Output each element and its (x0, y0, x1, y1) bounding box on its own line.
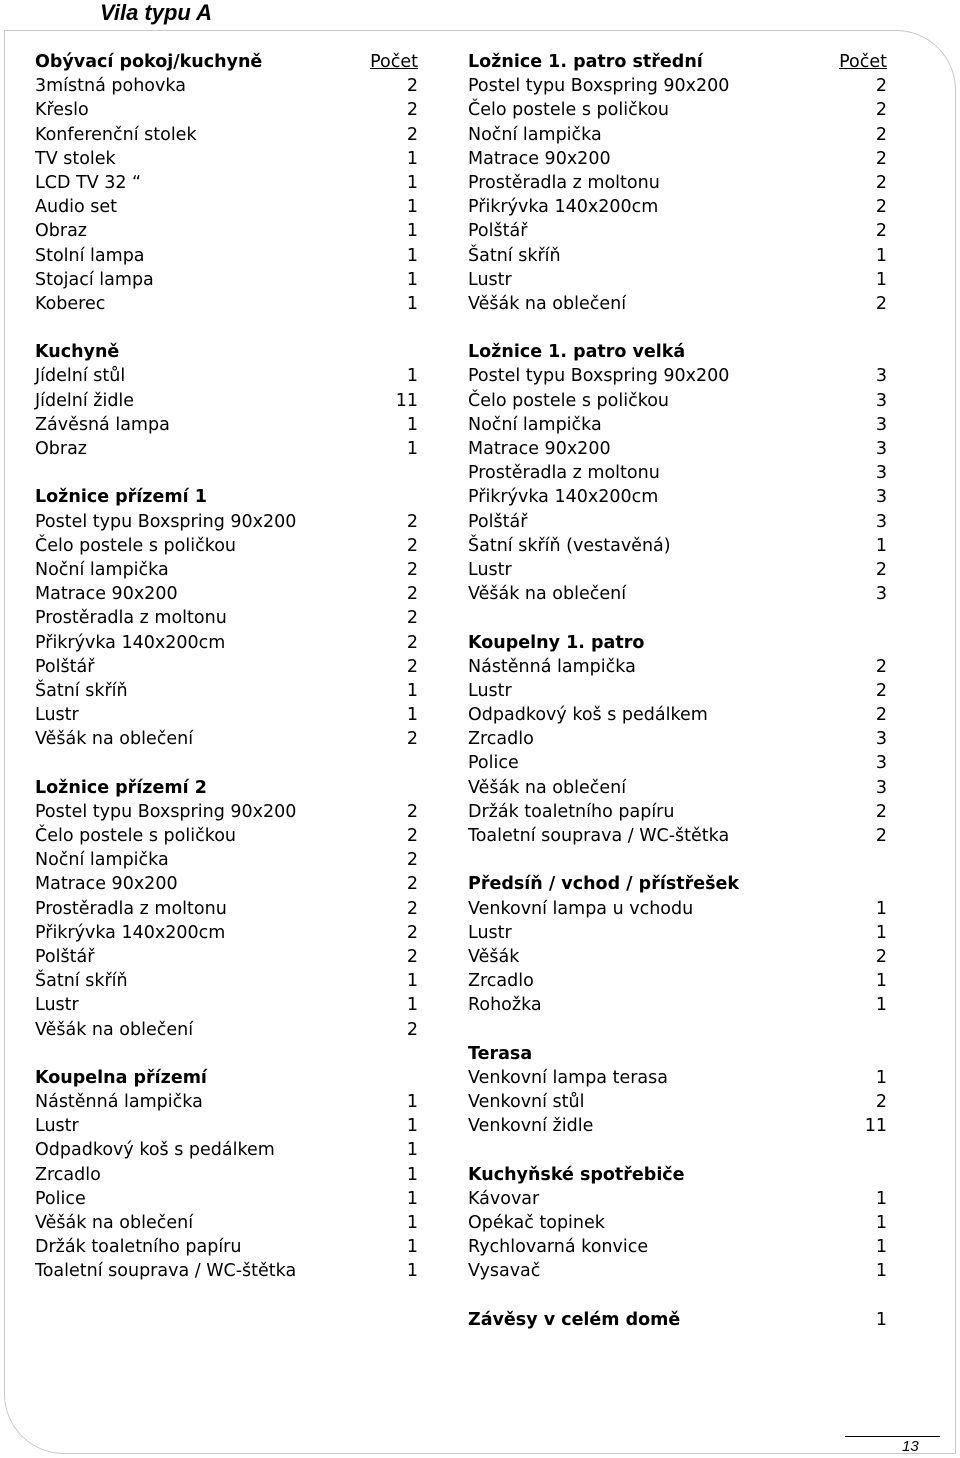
item-quantity: 1 (406, 995, 418, 1016)
item-quantity: 2 (875, 172, 887, 193)
item-name: Venkovní lampa terasa (468, 1067, 668, 1088)
item-name: Vysavač (468, 1261, 541, 1282)
section-spacer (35, 316, 418, 340)
inventory-row (468, 171, 887, 195)
item-quantity: 1 (875, 269, 887, 290)
inventory-row (35, 413, 418, 437)
item-name: Nástěnná lampička (468, 656, 636, 677)
item-quantity: 2 (406, 535, 418, 556)
item-quantity: 1 (406, 1213, 418, 1233)
item-name: Lustr (35, 705, 79, 726)
inventory-row (35, 727, 418, 751)
item-quantity: 3 (875, 439, 887, 459)
inventory-row (35, 98, 418, 122)
item-name: Čelo postele s poličkou (35, 535, 237, 556)
section-spacer (468, 316, 887, 340)
item-name: Noční lampička (468, 124, 602, 145)
item-name: Šatní skříň (vestavěná) (468, 535, 671, 556)
column-header-row (468, 50, 887, 74)
inventory-row (35, 872, 418, 896)
item-quantity: 2 (875, 1092, 887, 1113)
section-title: Kuchyně (35, 342, 120, 363)
inventory-row (468, 461, 887, 485)
inventory-row (468, 98, 887, 122)
inventory-row (468, 195, 887, 219)
inventory-row (35, 74, 418, 98)
inventory-column-left (35, 50, 418, 1284)
item-name: Matrace 90x200 (468, 148, 611, 169)
item-name: Prostěradla z moltonu (468, 463, 660, 484)
inventory-row (468, 147, 887, 171)
section-spacer (468, 1284, 887, 1308)
inventory-row (468, 123, 887, 147)
item-name: Prostěradla z moltonu (468, 172, 660, 193)
section-spacer (468, 1018, 887, 1042)
item-name: Lustr (35, 1116, 79, 1137)
section-title: Koupelny 1. patro (468, 632, 645, 653)
inventory-row (468, 510, 887, 534)
section-heading-row (468, 340, 887, 364)
section-heading-row (468, 631, 887, 655)
item-quantity: 3 (875, 463, 887, 484)
item-name: Věšák na oblečení (468, 777, 627, 798)
item-quantity: 2 (406, 898, 418, 919)
inventory-row (35, 534, 418, 558)
item-quantity: 11 (395, 390, 418, 411)
item-quantity: 1 (406, 439, 418, 459)
item-quantity: 2 (875, 100, 887, 121)
section-spacer (468, 1138, 887, 1162)
item-quantity: 2 (875, 826, 887, 846)
inventory-row (468, 389, 887, 413)
item-quantity: 11 (864, 1116, 887, 1137)
inventory-row (35, 558, 418, 582)
inventory-row (35, 1163, 418, 1187)
item-quantity: 3 (875, 366, 887, 387)
item-quantity: 3 (875, 777, 887, 798)
item-name: Prostěradla z moltonu (35, 898, 227, 919)
inventory-row (468, 437, 887, 461)
item-quantity: 2 (875, 124, 887, 145)
inventory-row (468, 655, 887, 679)
inventory-row (468, 292, 887, 316)
item-name: Polštář (468, 221, 528, 242)
inventory-row (35, 631, 418, 655)
item-quantity: 2 (875, 293, 887, 314)
inventory-row (35, 123, 418, 147)
item-quantity: 1 (406, 414, 418, 435)
item-quantity: 2 (406, 922, 418, 943)
item-quantity: 2 (406, 946, 418, 967)
item-name: Křeslo (35, 100, 89, 121)
item-name: Šatní skříň (468, 245, 561, 266)
item-name: Věšák (468, 946, 520, 967)
inventory-row (35, 921, 418, 945)
inventory-row (468, 824, 887, 848)
inventory-row (468, 1211, 887, 1235)
item-name: Kávovar (468, 1188, 540, 1209)
item-name: Lustr (35, 995, 79, 1016)
item-quantity: 3 (875, 511, 887, 532)
section-title: Ložnice přízemí 2 (35, 777, 207, 798)
inventory-row (35, 195, 418, 219)
inventory-row (468, 776, 887, 800)
inventory-row (35, 510, 418, 534)
item-quantity: 1 (875, 1213, 887, 1233)
inventory-row (468, 921, 887, 945)
inventory-row (468, 679, 887, 703)
item-quantity: 1 (875, 995, 887, 1016)
item-name: Stojací lampa (35, 269, 154, 290)
inventory-row (468, 800, 887, 824)
section-heading-row (35, 485, 418, 509)
section-title: Ložnice přízemí 1 (35, 487, 207, 508)
item-name: Venkovní stůl (468, 1092, 585, 1113)
inventory-row (468, 1259, 887, 1283)
column-header-row (35, 50, 418, 74)
section-title: Předsíň / vchod / přístřešek (468, 874, 740, 895)
item-name: Věšák na oblečení (35, 1019, 194, 1040)
inventory-row (468, 413, 887, 437)
inventory-row (35, 147, 418, 171)
item-quantity: 2 (406, 656, 418, 677)
item-name: Noční lampička (35, 559, 169, 580)
item-name: Obraz (35, 221, 87, 242)
item-quantity: 1 (406, 1092, 418, 1113)
inventory-row (468, 1187, 887, 1211)
footer-rule (845, 1436, 940, 1437)
inventory-row (35, 1259, 418, 1283)
item-quantity: 2 (875, 656, 887, 677)
item-quantity: 1 (875, 1309, 887, 1330)
item-name: Audio set (35, 197, 118, 218)
item-name: Noční lampička (35, 850, 169, 871)
item-quantity: 1 (875, 898, 887, 919)
inventory-row (35, 606, 418, 630)
item-name: Stolní lampa (35, 245, 145, 266)
section-spacer (468, 606, 887, 630)
item-quantity: 1 (875, 535, 887, 556)
item-name: Matrace 90x200 (35, 584, 178, 605)
item-quantity: 1 (875, 245, 887, 266)
inventory-row (35, 897, 418, 921)
item-name: Věšák na oblečení (468, 293, 627, 314)
inventory-row (35, 389, 418, 413)
section-title: Terasa (468, 1043, 533, 1064)
item-quantity: 2 (406, 874, 418, 895)
item-name: Čelo postele s poličkou (35, 826, 237, 846)
item-name: Nástěnná lampička (35, 1092, 203, 1113)
item-name: Věšák na oblečení (35, 729, 194, 750)
inventory-row (35, 848, 418, 872)
item-name: Čelo postele s poličkou (468, 100, 670, 121)
inventory-row (468, 1066, 887, 1090)
inventory-row (468, 969, 887, 993)
inventory-row (468, 219, 887, 243)
item-quantity: 2 (406, 559, 418, 580)
item-quantity: 1 (406, 1116, 418, 1137)
item-name: Přikrývka 140x200cm (35, 922, 226, 943)
item-name: Čelo postele s poličkou (468, 390, 670, 411)
item-quantity: 2 (875, 946, 887, 967)
item-quantity: 2 (875, 197, 887, 218)
section-spacer (468, 848, 887, 872)
section-title: Koupelna přízemí (35, 1067, 207, 1088)
item-quantity: 3 (875, 487, 887, 508)
item-quantity: 2 (406, 608, 418, 629)
inventory-row (35, 244, 418, 268)
section-spacer (35, 1042, 418, 1066)
item-name: Věšák na oblečení (468, 584, 627, 605)
item-quantity: 3 (875, 584, 887, 605)
item-name: Jídelní židle (35, 390, 135, 411)
inventory-row (468, 897, 887, 921)
inventory-row (35, 969, 418, 993)
item-name: Zrcadlo (468, 729, 534, 750)
item-name: Konferenční stolek (35, 124, 197, 145)
inventory-row (35, 679, 418, 703)
inventory-row (35, 437, 418, 461)
inventory-row (35, 824, 418, 848)
inventory-row (468, 582, 887, 606)
inventory-row (35, 1235, 418, 1259)
inventory-row (35, 1018, 418, 1042)
item-name: Lustr (468, 680, 512, 701)
item-quantity: 1 (406, 269, 418, 290)
item-name: Zrcadlo (468, 971, 534, 992)
item-name: Přikrývka 140x200cm (468, 197, 659, 218)
inventory-row (468, 1114, 887, 1138)
item-quantity: 3 (875, 753, 887, 774)
item-quantity: 1 (875, 1237, 887, 1258)
section-heading-row (468, 1163, 887, 1187)
item-name: Obraz (35, 439, 87, 459)
inventory-row (468, 1090, 887, 1114)
item-name: Koberec (35, 293, 106, 314)
item-quantity: 1 (406, 971, 418, 992)
item-name: Opékač topinek (468, 1213, 605, 1233)
item-quantity: 1 (875, 1067, 887, 1088)
item-name: Lustr (468, 559, 512, 580)
item-name: Přikrývka 140x200cm (468, 487, 659, 508)
item-quantity: 2 (406, 100, 418, 121)
item-quantity: 1 (406, 148, 418, 169)
inventory-row (35, 171, 418, 195)
inventory-row (35, 1211, 418, 1235)
item-name: Rychlovarná konvice (468, 1237, 649, 1258)
item-name: Zrcadlo (35, 1164, 101, 1185)
item-name: TV stolek (35, 148, 116, 169)
item-name: Polštář (35, 946, 95, 967)
item-quantity: 2 (875, 680, 887, 701)
item-quantity: 1 (875, 1261, 887, 1282)
item-name: Prostěradla z moltonu (35, 608, 227, 629)
section-heading-row (468, 872, 887, 896)
inventory-row (468, 268, 887, 292)
section-title: Kuchyňské spotřebiče (468, 1164, 685, 1185)
inventory-row (35, 364, 418, 388)
item-quantity: 1 (406, 705, 418, 726)
item-name: Postel typu Boxspring 90x200 (35, 511, 297, 532)
page-number: 13 (902, 1438, 919, 1455)
item-quantity: 3 (875, 729, 887, 750)
inventory-row (468, 534, 887, 558)
inventory-row (468, 74, 887, 98)
item-quantity: 2 (406, 511, 418, 532)
item-quantity: 3 (875, 390, 887, 411)
item-name: Toaletní souprava / WC-štětka (35, 1261, 297, 1282)
item-name: Odpadkový koš s pedálkem (35, 1140, 275, 1161)
item-name: Držák toaletního papíru (468, 801, 675, 822)
item-name: LCD TV 32 “ (35, 172, 142, 193)
inventory-row (35, 1090, 418, 1114)
item-name: Noční lampička (468, 414, 602, 435)
item-name: Postel typu Boxspring 90x200 (35, 801, 297, 822)
item-quantity: 2 (875, 76, 887, 97)
item-quantity: 1 (406, 366, 418, 387)
inventory-row (35, 703, 418, 727)
item-quantity: 1 (406, 1164, 418, 1185)
section-title: Obývací pokoj/kuchyně (35, 52, 263, 72)
inventory-row (35, 1138, 418, 1162)
item-name: Police (35, 1188, 86, 1209)
inventory-row (35, 292, 418, 316)
item-name: Venkovní židle (468, 1116, 594, 1137)
item-name: Závěsná lampa (35, 414, 170, 435)
item-quantity: 2 (406, 850, 418, 871)
inventory-row (35, 945, 418, 969)
item-name: Odpadkový koš s pedálkem (468, 705, 708, 726)
count-header: Počet (839, 52, 887, 72)
item-quantity: 1 (875, 1188, 887, 1209)
inventory-row (35, 1187, 418, 1211)
item-quantity: 2 (875, 801, 887, 822)
item-quantity: 1 (406, 1188, 418, 1209)
item-quantity: 1 (406, 1237, 418, 1258)
item-name: Toaletní souprava / WC-štětka (468, 826, 730, 846)
inventory-row (468, 993, 887, 1017)
section-spacer (35, 751, 418, 775)
item-quantity: 2 (406, 76, 418, 97)
section-heading-row (468, 1308, 887, 1332)
section-heading-row (35, 776, 418, 800)
item-quantity: 1 (406, 1261, 418, 1282)
item-quantity: 1 (406, 172, 418, 193)
item-name: Rohožka (468, 995, 542, 1016)
item-quantity: 1 (875, 971, 887, 992)
item-quantity: 2 (875, 705, 887, 726)
item-name: Lustr (468, 922, 512, 943)
item-quantity: 3 (875, 414, 887, 435)
item-quantity: 1 (406, 1140, 418, 1161)
item-quantity: 1 (875, 922, 887, 943)
section-heading-row (468, 1042, 887, 1066)
item-quantity: 1 (406, 197, 418, 218)
item-quantity: 2 (406, 1019, 418, 1040)
item-name: Věšák na oblečení (35, 1213, 194, 1233)
section-spacer (35, 461, 418, 485)
inventory-row (35, 219, 418, 243)
inventory-column-right (468, 50, 887, 1332)
section-title: Ložnice 1. patro velká (468, 342, 686, 363)
section-heading-row (35, 1066, 418, 1090)
inventory-row (468, 364, 887, 388)
inventory-row (468, 945, 887, 969)
item-name: Přikrývka 140x200cm (35, 632, 226, 653)
item-quantity: 1 (406, 680, 418, 701)
inventory-row (468, 727, 887, 751)
item-quantity: 2 (406, 584, 418, 605)
page-title: Vila typu A (100, 0, 213, 25)
item-name: Postel typu Boxspring 90x200 (468, 366, 730, 387)
item-name: Polštář (35, 656, 95, 677)
inventory-row (468, 485, 887, 509)
inventory-row (468, 1235, 887, 1259)
section-title: Závěsy v celém domě (468, 1309, 681, 1330)
count-header: Počet (370, 52, 418, 72)
item-name: Venkovní lampa u vchodu (468, 898, 694, 919)
item-name: Postel typu Boxspring 90x200 (468, 76, 730, 97)
item-quantity: 2 (406, 124, 418, 145)
item-name: Šatní skříň (35, 971, 128, 992)
inventory-row (35, 1114, 418, 1138)
item-quantity: 1 (406, 293, 418, 314)
item-name: Matrace 90x200 (468, 439, 611, 459)
item-quantity: 1 (406, 221, 418, 242)
inventory-row (35, 993, 418, 1017)
inventory-row (35, 268, 418, 292)
item-name: Držák toaletního papíru (35, 1237, 242, 1258)
inventory-row (468, 558, 887, 582)
item-quantity: 2 (875, 148, 887, 169)
item-quantity: 2 (406, 632, 418, 653)
item-quantity: 2 (875, 559, 887, 580)
inventory-row (35, 800, 418, 824)
item-name: Šatní skříň (35, 680, 128, 701)
item-quantity: 2 (406, 729, 418, 750)
inventory-row (468, 751, 887, 775)
section-title: Ložnice 1. patro střední (468, 52, 703, 72)
inventory-row (35, 582, 418, 606)
item-quantity: 1 (406, 245, 418, 266)
item-name: Matrace 90x200 (35, 874, 178, 895)
item-quantity: 2 (406, 826, 418, 846)
inventory-row (468, 703, 887, 727)
section-heading-row (35, 340, 418, 364)
item-name: Police (468, 753, 519, 774)
item-quantity: 2 (875, 221, 887, 242)
item-name: Lustr (468, 269, 512, 290)
inventory-row (35, 655, 418, 679)
item-name: 3místná pohovka (35, 76, 186, 97)
inventory-row (468, 244, 887, 268)
item-name: Jídelní stůl (35, 366, 126, 387)
item-name: Polštář (468, 511, 528, 532)
item-quantity: 2 (406, 801, 418, 822)
